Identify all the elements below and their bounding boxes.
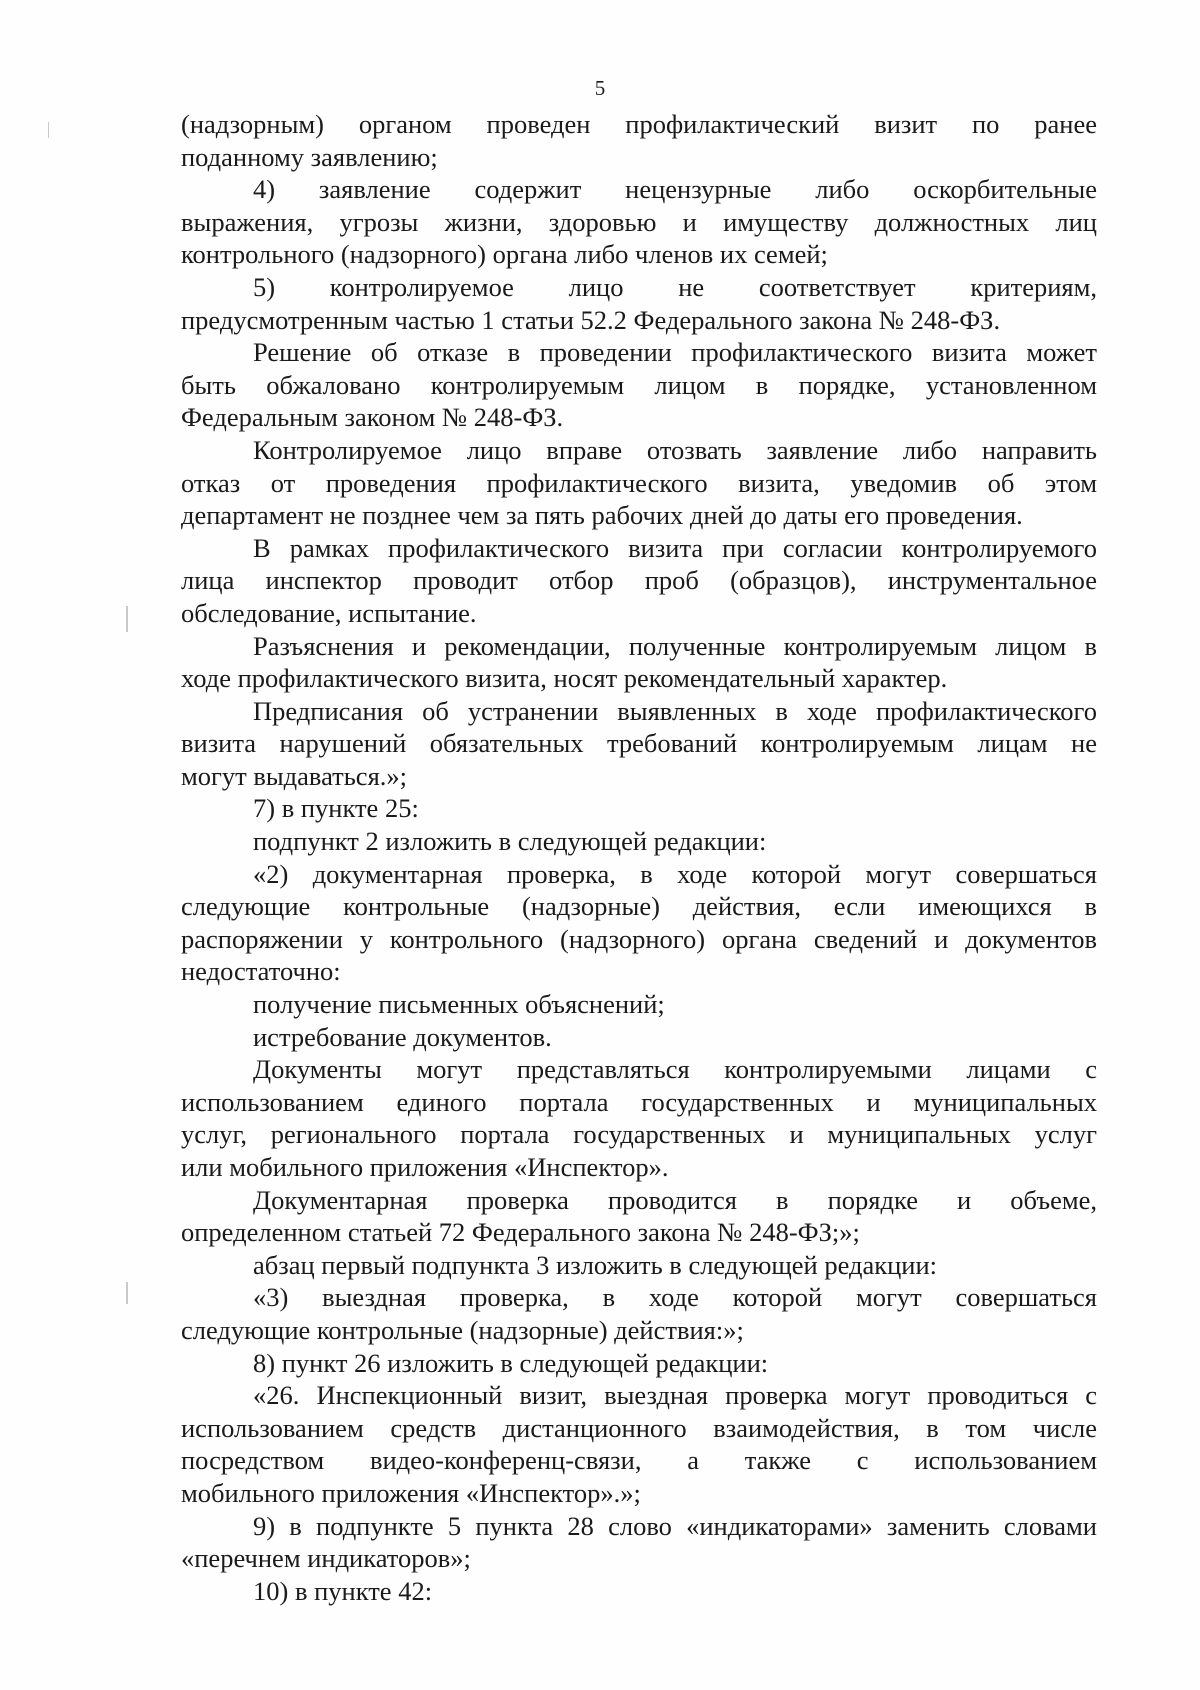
text-line: 7) в пункте 25: bbox=[253, 793, 419, 824]
text-line: В рамках профилактического визита при согласии контролируемого bbox=[253, 532, 1097, 563]
text-line: подпункт 2 изложить в следующей редакции: bbox=[253, 826, 767, 857]
text-line: 10) в пункте 42: bbox=[253, 1575, 433, 1606]
text-line: Разъяснения и рекомендации, полученные контролируемым лицом в bbox=[253, 630, 1097, 661]
text-line: использованием средств дистанционного взаимодействия, в том числе bbox=[181, 1412, 1097, 1443]
text-line: быть обжаловано контролируемым лицом в порядке, установленном bbox=[181, 369, 1097, 400]
text-line: «перечнем индикаторов»; bbox=[181, 1543, 471, 1574]
text-line: поданному заявлению; bbox=[181, 141, 438, 172]
text-line: контрольного (надзорного) органа либо членов их семей; bbox=[181, 239, 828, 270]
scan-mark bbox=[48, 122, 49, 138]
text-line: 4) заявление содержит нецензурные либо оскорбительные bbox=[253, 174, 1097, 205]
scan-mark bbox=[126, 1282, 128, 1304]
text-line: истребование документов. bbox=[253, 1021, 552, 1052]
text-line: услуг, регионального портала государственных и муниципальных услуг bbox=[181, 1119, 1097, 1150]
text-line: отказ от проведения профилактического визита, уведомив об этом bbox=[181, 467, 1097, 498]
text-line: мобильного приложения «Инспектор».»; bbox=[181, 1477, 641, 1508]
text-line: 9) в подпункте 5 пункта 28 слово «индикаторами» заменить словами bbox=[253, 1510, 1097, 1541]
text-line: 8) пункт 26 изложить в следующей редакции: bbox=[253, 1347, 769, 1378]
text-line: выражения, угрозы жизни, здоровью и имуществу должностных лиц bbox=[181, 206, 1097, 237]
text-line: Предписания об устранении выявленных в ходе профилактического bbox=[253, 695, 1097, 726]
scan-mark bbox=[126, 606, 128, 632]
text-line: недостаточно: bbox=[181, 956, 341, 987]
text-line: «26. Инспекционный визит, выездная проверка могут проводиться с bbox=[253, 1380, 1097, 1411]
text-line: использованием единого портала государственных и муниципальных bbox=[181, 1086, 1097, 1117]
text-line: предусмотренным частью 1 статьи 52.2 Федерального закона № 248-ФЗ. bbox=[181, 304, 1001, 335]
text-line: следующие контрольные (надзорные) действия, если имеющихся в bbox=[181, 891, 1097, 922]
text-line: департамент не позднее чем за пять рабочих дней до даты его проведения. bbox=[181, 500, 1023, 531]
text-line: «2) документарная проверка, в ходе которой могут совершаться bbox=[253, 858, 1097, 889]
text-line: абзац первый подпункта 3 изложить в следующей редакции: bbox=[253, 1249, 938, 1280]
text-line: распоряжении у контрольного (надзорного) органа сведений и документов bbox=[181, 923, 1097, 954]
text-line: лица инспектор проводит отбор проб (образцов), инструментальное bbox=[181, 565, 1097, 596]
document-body bbox=[181, 108, 1097, 1607]
text-line: «3) выездная проверка, в ходе которой могут совершаться bbox=[253, 1282, 1097, 1313]
text-line: Решение об отказе в проведении профилактического визита может bbox=[253, 337, 1097, 368]
text-line: Документарная проверка проводится в порядке и объеме, bbox=[253, 1184, 1097, 1215]
text-line: могут выдаваться.»; bbox=[181, 760, 408, 791]
text-line: обследование, испытание. bbox=[181, 597, 477, 628]
text-line: ходе профилактического визита, носят рекомендательный характер. bbox=[181, 663, 948, 694]
text-line: Федеральным законом № 248-ФЗ. bbox=[181, 402, 564, 433]
text-line: 5) контролируемое лицо не соответствует критериям, bbox=[253, 271, 1097, 302]
text-line: определенном статьей 72 Федерального закона № 248-ФЗ;»; bbox=[181, 1217, 860, 1248]
text-line: Документы могут представляться контролируемыми лицами с bbox=[253, 1054, 1097, 1085]
text-line: (надзорным) органом проведен профилактический визит по ранее bbox=[181, 109, 1097, 139]
text-line: визита нарушений обязательных требований контролируемым лицам не bbox=[181, 728, 1097, 759]
text-line: посредством видео-конференц-связи, а также с использованием bbox=[181, 1445, 1097, 1476]
text-line: Контролируемое лицо вправе отозвать заявление либо направить bbox=[253, 434, 1097, 465]
text-line: или мобильного приложения «Инспектор». bbox=[181, 1152, 669, 1182]
text-line: получение письменных объяснений; bbox=[253, 989, 665, 1020]
text-line: следующие контрольные (надзорные) действия:»; bbox=[181, 1314, 744, 1345]
page-number: 5 bbox=[594, 76, 606, 100]
